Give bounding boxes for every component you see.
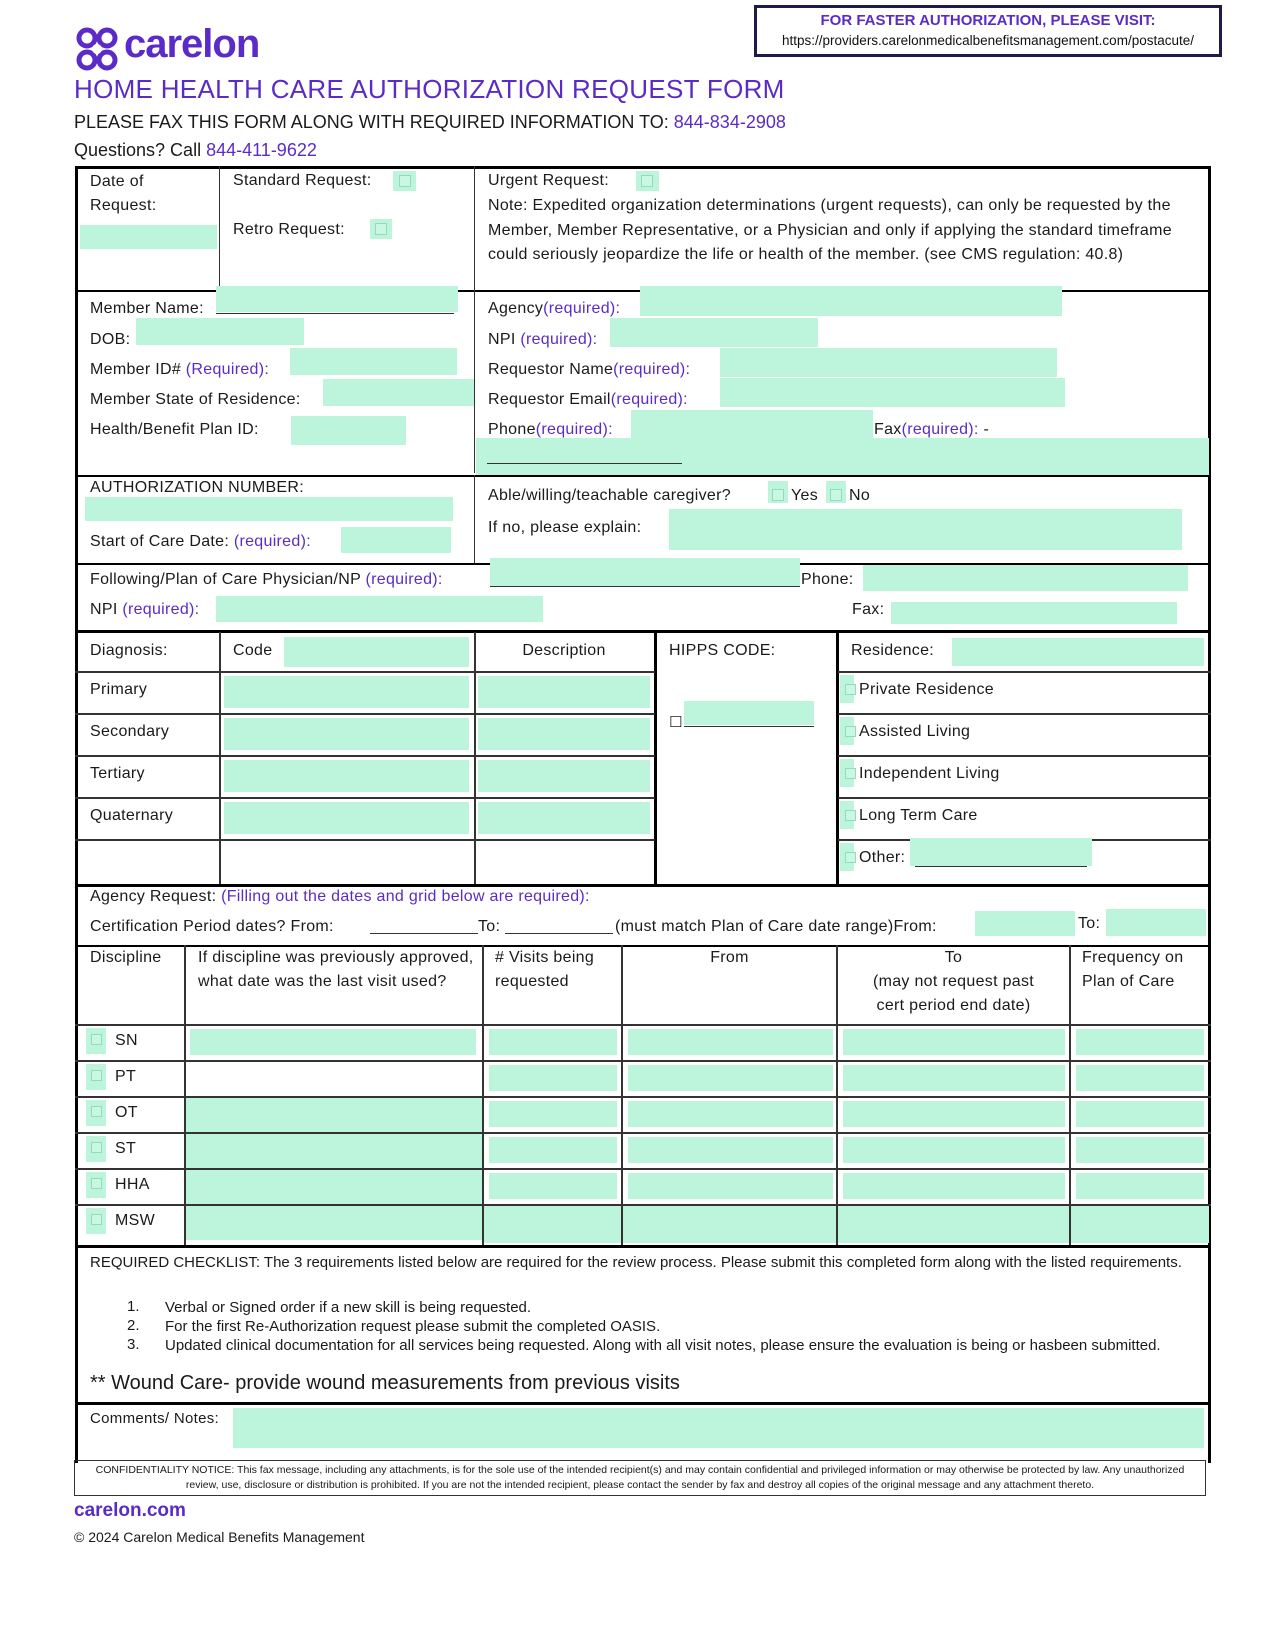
- frequency-field[interactable]: [1076, 1101, 1204, 1127]
- agency-request-label: [90, 888, 590, 906]
- discipline-label: OT: [115, 1104, 138, 1121]
- discipline-label: PT: [115, 1068, 137, 1085]
- date-of-request-label: Date of Request:: [90, 173, 157, 214]
- residence-row-divider: [838, 755, 1211, 757]
- urgent-request-label: Urgent Request:: [488, 172, 610, 189]
- from-date-field[interactable]: [628, 1101, 833, 1127]
- fax-line: [74, 112, 786, 133]
- diagnosis-code-field[interactable]: [224, 760, 469, 792]
- discipline-checkbox[interactable]: [91, 1214, 102, 1225]
- agency-label: [488, 300, 620, 318]
- residence-checkbox[interactable]: [845, 768, 856, 779]
- dob-label: DOB:: [90, 331, 131, 348]
- physician-text: Following/Plan of Care Physician/NP: [90, 571, 361, 588]
- section-divider: [75, 884, 1211, 887]
- residence-header: Residence:: [851, 642, 935, 659]
- form-title: HOME HEALTH CARE AUTHORIZATION REQUEST FORM: [74, 74, 785, 104]
- frequency-header: Frequency on Plan of Care: [1082, 949, 1184, 990]
- discipline-checkbox[interactable]: [91, 1070, 102, 1081]
- diagnosis-row-label: Primary: [90, 681, 148, 698]
- authorization-number-field[interactable]: [85, 497, 453, 521]
- diagnosis-row-label: Quaternary: [90, 807, 174, 824]
- diagnosis-row-divider: [75, 671, 655, 673]
- residence-checkbox[interactable]: [845, 726, 856, 737]
- physician-phone-label: Phone:: [801, 571, 854, 588]
- checklist-intro: REQUIRED CHECKLIST: The 3 requirements listed below are required for the review process. Please submit this completed form along with the listed requirements.: [90, 1254, 1182, 1271]
- visits-requested-field[interactable]: [489, 1137, 617, 1163]
- checklist-item-text: Verbal or Signed order if a new skill is being requested.: [165, 1299, 532, 1316]
- discipline-checkbox[interactable]: [91, 1178, 102, 1189]
- from-date-field[interactable]: [628, 1029, 833, 1055]
- residence-option-label: Assisted Living: [859, 723, 971, 740]
- residence-option-label: Private Residence: [859, 681, 994, 698]
- divider: [654, 632, 657, 884]
- diagnosis-code-field[interactable]: [224, 802, 469, 834]
- requestor-name-field[interactable]: [720, 348, 1057, 377]
- section-divider: [75, 1402, 1211, 1405]
- cert-to2-field[interactable]: [1106, 909, 1206, 936]
- member-state-field[interactable]: [323, 379, 474, 406]
- agency-text: Agency: [488, 300, 544, 317]
- start-of-care-field[interactable]: [341, 527, 451, 553]
- cert-from-underline: [370, 933, 478, 934]
- to-date-field[interactable]: [843, 1065, 1065, 1091]
- caregiver-yes-label: Yes: [791, 487, 819, 504]
- questions-number: 844-411-9622: [206, 140, 317, 160]
- residence-other-underline: [915, 866, 1087, 867]
- confidentiality-text: CONFIDENTIALITY NOTICE: This fax message, including any attachments, is for the sole use of the intended recipient(s) and may contain confidential and privileged information or may otherwise be protected by law. Any unauthorized review, use, disclosure or distribution is prohibited. If you are not the intended recipient, please contact the sender by fax and destroy all copies of the original message and any attachment thereto.: [95, 1464, 1185, 1491]
- previous-visit-field[interactable]: [190, 1029, 476, 1055]
- to-date-field[interactable]: [838, 1206, 1069, 1243]
- description-header: Description: [522, 642, 606, 659]
- section-divider: [75, 475, 1211, 477]
- fax-agency-field[interactable]: [476, 438, 1209, 475]
- physician-label: [90, 571, 443, 589]
- to-date-field[interactable]: [843, 1029, 1065, 1055]
- questions-text: Questions? Call: [74, 140, 202, 160]
- residence-row-divider: [838, 671, 1211, 673]
- to-date-field[interactable]: [843, 1137, 1065, 1163]
- requestor-email-required: (required):: [610, 391, 688, 408]
- physician-required: (required):: [365, 571, 443, 588]
- checklist-item-text: Updated clinical documentation for all services being requested. Along with all visit notes, please ensure the evaluation is being or hasbeen submitted.: [165, 1337, 1161, 1354]
- residence-checkbox[interactable]: [845, 852, 856, 863]
- physician-npi-label: [90, 601, 199, 619]
- discipline-checkbox[interactable]: [91, 1034, 102, 1045]
- residence-checkbox[interactable]: [845, 684, 856, 695]
- discipline-checkbox[interactable]: [91, 1142, 102, 1153]
- hipps-checkbox-icon[interactable]: ☐: [669, 714, 683, 731]
- previous-visit-field[interactable]: [186, 1206, 482, 1240]
- discipline-row-divider: [75, 1024, 1211, 1026]
- cert-match-label: (must match Plan of Care date range)From:: [615, 918, 937, 935]
- caregiver-no-checkbox[interactable]: [830, 489, 842, 501]
- visits-requested-header: # Visits being requested: [495, 949, 595, 990]
- frequency-field[interactable]: [1076, 1137, 1204, 1163]
- carelon-logo-icon: [74, 26, 120, 72]
- caregiver-explain-field[interactable]: [669, 509, 1182, 550]
- caregiver-no-label: No: [849, 487, 871, 504]
- previously-approved-header: If discipline was previously approved, what date was the last visit used?: [198, 949, 474, 990]
- fax-line-text: PLEASE FAX THIS FORM ALONG WITH REQUIRED INFORMATION TO:: [74, 112, 669, 132]
- section-divider: [75, 1245, 1211, 1248]
- dob-field[interactable]: [136, 318, 304, 345]
- discipline-label: ST: [115, 1140, 137, 1157]
- requestor-email-label: [488, 391, 688, 409]
- diagnosis-row-divider: [75, 713, 655, 715]
- member-id-text: Member ID#: [90, 361, 182, 378]
- npi-agency-required: (required):: [520, 331, 598, 348]
- discipline-header: Discipline: [90, 949, 162, 966]
- previous-visit-field[interactable]: [186, 1134, 482, 1168]
- discipline-label: SN: [115, 1032, 138, 1049]
- diagnosis-row-divider: [75, 797, 655, 799]
- previous-visit-field[interactable]: [186, 1098, 482, 1132]
- frequency-field[interactable]: [1076, 1065, 1204, 1091]
- fax-number: 844-834-2908: [673, 112, 786, 132]
- physician-fax-label: Fax:: [852, 601, 885, 618]
- fax-agency-label: [874, 421, 989, 439]
- caregiver-explain-label: If no, please explain:: [488, 519, 642, 536]
- carelon-logo: [74, 22, 274, 72]
- member-state-label: Member State of Residence:: [90, 391, 301, 408]
- phone-agency-text: Phone: [488, 421, 536, 438]
- to-header: [838, 946, 1069, 1018]
- requestor-name-text: Requestor Name: [488, 361, 614, 378]
- member-name-label: Member Name:: [90, 300, 204, 317]
- discipline-label: MSW: [115, 1212, 156, 1229]
- agency-field[interactable]: [640, 286, 1062, 316]
- frequency-field[interactable]: [1076, 1029, 1204, 1055]
- to-header-line2: (may not request past: [872, 973, 1035, 990]
- standard-request-label: Standard Request:: [233, 172, 372, 189]
- physician-field[interactable]: [490, 558, 800, 587]
- faster-url[interactable]: https://providers.carelonmedicalbenefitsmanagement.com/postacute/: [782, 33, 1194, 48]
- member-id-required: (Required):: [185, 361, 270, 378]
- date-of-request-field[interactable]: [80, 225, 217, 249]
- requestor-email-field[interactable]: [720, 378, 1065, 407]
- npi-agency-text: NPI: [488, 331, 516, 348]
- residence-checkbox[interactable]: [845, 810, 856, 821]
- physician-underline: [490, 586, 800, 587]
- previous-visit-field[interactable]: [186, 1170, 482, 1204]
- checklist-item-number: 2.: [127, 1317, 140, 1334]
- diagnosis-description-field[interactable]: [478, 676, 650, 708]
- fax-agency-text: Fax: [874, 421, 902, 438]
- member-id-field[interactable]: [290, 348, 457, 375]
- checklist-item-text: For the first Re-Authorization request please submit the completed OASIS.: [165, 1318, 661, 1335]
- phone-agency-field[interactable]: [631, 410, 873, 440]
- to-header-line3: cert period end date): [876, 997, 1031, 1014]
- diagnosis-row-divider: [75, 755, 655, 757]
- start-of-care-text: Start of Care Date:: [90, 533, 230, 550]
- agency-request-text: Agency Request:: [90, 888, 217, 905]
- cert-from2-field[interactable]: [975, 911, 1075, 936]
- urgent-request-checkbox[interactable]: [641, 175, 653, 187]
- requestor-name-required: (required):: [613, 361, 691, 378]
- divider: [219, 632, 221, 884]
- diagnosis-description-field[interactable]: [478, 760, 650, 792]
- fax-agency-dash: -: [983, 421, 990, 438]
- phone-agency-required: (required):: [535, 421, 613, 438]
- to-date-field[interactable]: [843, 1173, 1065, 1199]
- cert-to-label: To:: [478, 918, 501, 935]
- member-name-underline: [216, 313, 454, 314]
- visits-requested-field[interactable]: [489, 1065, 617, 1091]
- comments-label: Comments/ Notes:: [90, 1410, 220, 1427]
- divider: [474, 632, 476, 884]
- cert-to-underline: [505, 933, 613, 934]
- faster-heading: FOR FASTER AUTHORIZATION, PLEASE VISIT:: [820, 12, 1156, 29]
- agency-request-note: (Filling out the dates and grid below are required):: [221, 888, 590, 905]
- discipline-checkbox[interactable]: [91, 1106, 102, 1117]
- from-header: From: [710, 949, 749, 966]
- visits-requested-field[interactable]: [484, 1206, 621, 1243]
- divider: [474, 166, 475, 290]
- cert-period-label: Certification Period dates? From:: [90, 918, 334, 935]
- physician-phone-field[interactable]: [863, 565, 1188, 591]
- diagnosis-header: Diagnosis:: [90, 642, 168, 659]
- copyright: © 2024 Carelon Medical Benefits Management: [74, 1529, 365, 1545]
- discipline-label: HHA: [115, 1176, 150, 1193]
- divider: [836, 632, 839, 884]
- physician-npi-text: NPI: [90, 601, 118, 618]
- physician-fax-field[interactable]: [891, 602, 1177, 624]
- divider: [474, 290, 475, 473]
- residence-option-label: Other:: [859, 849, 906, 866]
- diagnosis-row-divider: [75, 839, 655, 841]
- diagnosis-row-label: Tertiary: [90, 765, 145, 782]
- code-header-field[interactable]: [284, 637, 469, 667]
- npi-agency-label: [488, 331, 597, 349]
- from-date-field[interactable]: [628, 1137, 833, 1163]
- requestor-email-text: Requestor Email: [488, 391, 611, 408]
- start-of-care-required: (required):: [233, 533, 311, 550]
- from-date-field[interactable]: [628, 1065, 833, 1091]
- cert-to2-label: To:: [1078, 915, 1101, 932]
- from-date-field[interactable]: [623, 1206, 836, 1243]
- hipps-code-field[interactable]: [684, 701, 814, 725]
- frequency-field[interactable]: [1071, 1206, 1209, 1243]
- physician-npi-field[interactable]: [216, 596, 543, 622]
- authorization-number-label: AUTHORIZATION NUMBER:: [90, 479, 305, 496]
- footer-site[interactable]: carelon.com: [74, 1500, 186, 1521]
- caregiver-yes-checkbox[interactable]: [772, 489, 784, 501]
- diagnosis-description-field[interactable]: [478, 802, 650, 834]
- to-header-line1: To: [944, 949, 963, 966]
- residence-option-label: Long Term Care: [859, 807, 978, 824]
- visits-requested-field[interactable]: [489, 1173, 617, 1199]
- diagnosis-code-field[interactable]: [224, 718, 469, 750]
- hipps-code-header: HIPPS CODE:: [669, 642, 776, 659]
- residence-option-label: Independent Living: [859, 765, 1000, 782]
- faster-authorization-box: [754, 5, 1222, 57]
- caregiver-label: Able/willing/teachable caregiver?: [488, 487, 731, 504]
- carelon-wordmark: carelon: [124, 22, 260, 66]
- fax-agency-required: (required):: [901, 421, 979, 438]
- agency-required: (required):: [543, 300, 621, 317]
- residence-row-divider: [838, 797, 1211, 799]
- hipps-underline: [684, 726, 814, 727]
- residence-header-field[interactable]: [952, 638, 1204, 666]
- questions-line: [74, 140, 317, 161]
- urgent-note: Note: Expedited organization determinations (urgent requests), can only be requested by the Member, Member Representative, or a Physician and only if applying the standard timeframe could seriously jeopardize the life or health of the member. (see CMS regulation: 40.8): [488, 197, 1172, 263]
- start-of-care-label: [90, 533, 311, 551]
- retro-request-label: Retro Request:: [233, 221, 345, 238]
- from-date-field[interactable]: [628, 1173, 833, 1199]
- phone-agency-label: [488, 421, 613, 439]
- visits-requested-field[interactable]: [489, 1101, 617, 1127]
- residence-other-field[interactable]: [910, 838, 1092, 866]
- plan-id-field[interactable]: [291, 416, 406, 445]
- confidentiality-notice: [74, 1460, 1206, 1496]
- to-date-field[interactable]: [843, 1101, 1065, 1127]
- checklist-item-number: 1.: [127, 1298, 140, 1315]
- visits-requested-field[interactable]: [489, 1029, 617, 1055]
- diagnosis-row-label: Secondary: [90, 723, 170, 740]
- npi-agency-field[interactable]: [610, 318, 818, 347]
- diagnosis-code-field[interactable]: [224, 676, 469, 708]
- physician-npi-required: (required):: [122, 601, 200, 618]
- section-divider: [75, 630, 1211, 633]
- divider: [219, 166, 220, 290]
- code-header: Code: [233, 642, 273, 659]
- member-name-field[interactable]: [216, 286, 458, 312]
- fax-agency-underline: [487, 463, 682, 464]
- checklist-item-number: 3.: [127, 1336, 140, 1353]
- standard-request-checkbox[interactable]: [399, 175, 411, 187]
- requestor-name-label: [488, 361, 690, 379]
- wound-care-note: ** Wound Care- provide wound measurements from previous visits: [90, 1372, 680, 1394]
- frequency-field[interactable]: [1076, 1173, 1204, 1199]
- plan-id-label: Health/Benefit Plan ID:: [90, 421, 259, 438]
- member-id-label: [90, 361, 269, 379]
- comments-field[interactable]: [233, 1408, 1204, 1448]
- residence-row-divider: [838, 713, 1211, 715]
- discipline-row-divider: [75, 1060, 1211, 1062]
- divider: [474, 475, 475, 563]
- retro-request-checkbox[interactable]: [375, 223, 387, 235]
- diagnosis-description-field[interactable]: [478, 718, 650, 750]
